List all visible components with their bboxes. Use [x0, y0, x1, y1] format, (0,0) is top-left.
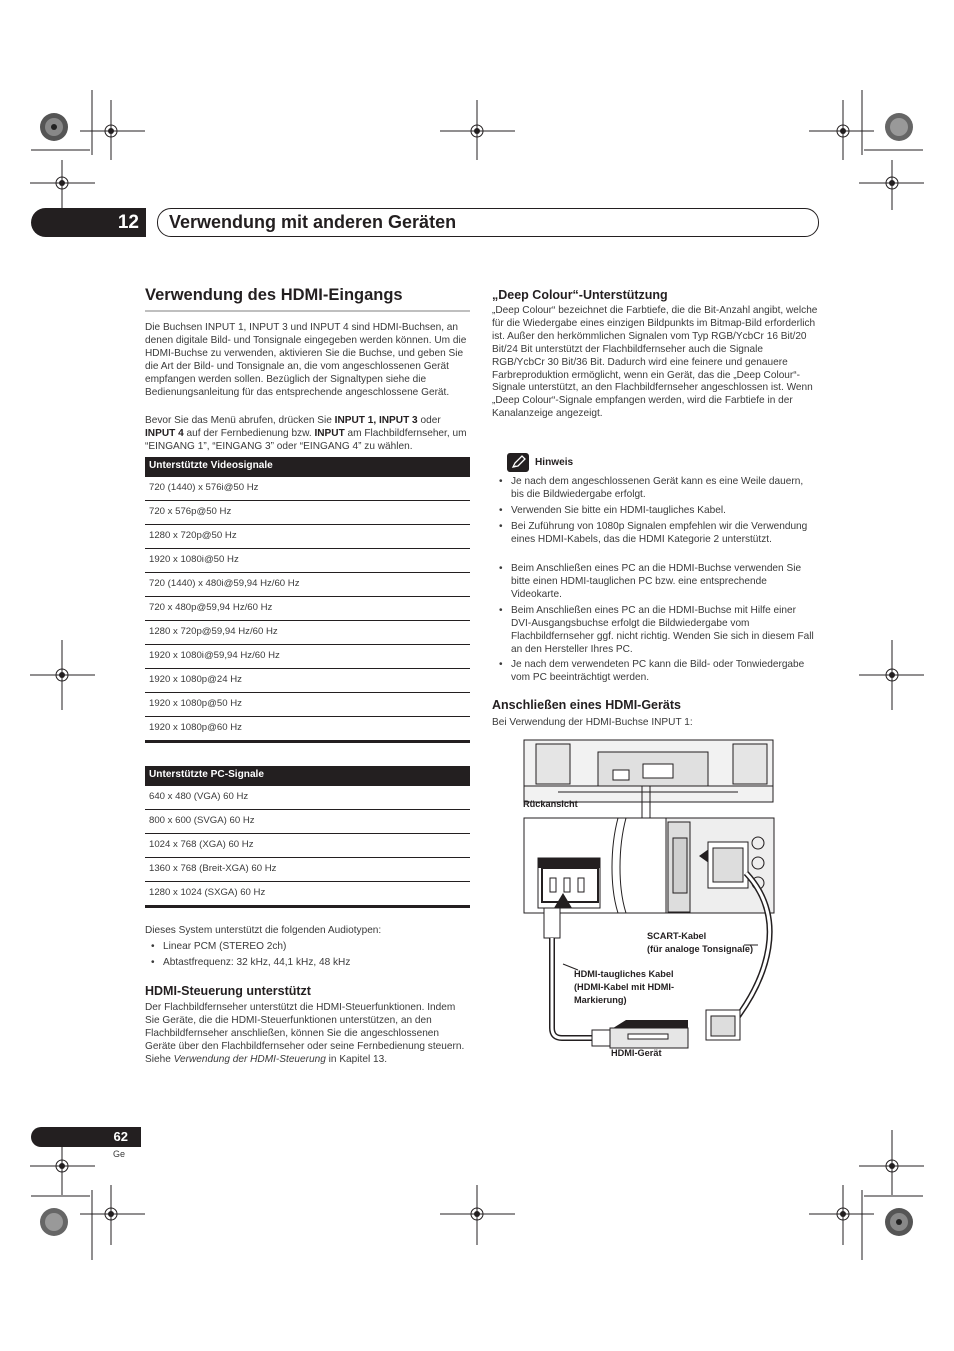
bullet-icon: •	[499, 476, 503, 487]
table-row: 1024 x 768 (XGA) 60 Hz	[145, 834, 470, 858]
hdmi-control-text: Der Flachbildfernseher unterstützt die HDMI-Steuerfunktionen. Indem Sie Geräte, die die HDMI-Steuerfunktionen unterstützen, an den Flachbildfernseher anschließen, können Sie die angeschlossenen Geräte über den Flachbildfernseher oder seine Fernbedienung steuern. Siehe	[145, 1002, 465, 1065]
table-row: 1280 x 720p@59,94 Hz/60 Hz	[145, 621, 470, 645]
video-table-header: Unterstützte Videosignale	[145, 457, 470, 477]
menu-text-4: am Flachbildfernseher, um “EINGANG 1”, “EINGANG 3” oder “EINGANG 4” zu wählen.	[145, 427, 467, 452]
table-row: 800 x 600 (SVGA) 60 Hz	[145, 810, 470, 834]
bullet-icon: •	[151, 957, 155, 968]
page-number: 62	[113, 1129, 128, 1144]
table-row: 1920 x 1080i@59,94 Hz/60 Hz	[145, 645, 470, 669]
deep-colour-paragraph: „Deep Colour“ bezeichnet die Farbtiefe, die die Bit-Anzahl angibt, welche für die Wiedergabe eines einzigen Bildpunkts im Bitmap-Bild erforderlich ist. Außer den herkömmlichen Signalen vom Typ RGB/YcbCr 16 Bit/20 Bit/24 Bit unterstützt der Flachbildfernseher auch die Signale RGB/YcbCr 30 Bit/36 Bit. Dadurch wird eine feinere und genauere Farbreproduktion ermöglicht, wenn ein Gerät, das die „Deep Colour“-Signale unterstützt, an den Flachbildfernseher angeschlossen ist. Wenn „Deep Colour“-Signale empfangen werden, wird die Farbtiefe in der Kanalanzeige angezeigt.	[492, 305, 818, 420]
table-row: 1920 x 1080p@60 Hz	[149, 722, 242, 733]
hdmi-cable-label-2: (HDMI-Kabel mit HDMI-	[574, 982, 675, 992]
table-row: 1360 x 768 (Breit-XGA) 60 Hz	[145, 858, 470, 882]
pc-signals-table	[145, 766, 470, 908]
note-text: Beim Anschließen eines PC an die HDMI-Buchse verwenden Sie bitte einen HDMI-tauglichen PC bzw. eine entsprechende Videokarte.	[511, 563, 802, 600]
table-row: 720 (1440) x 480i@59,94 Hz/60 Hz	[145, 573, 470, 597]
video-signals-table	[145, 457, 470, 743]
table-row: 1920 x 1080i@50 Hz	[145, 549, 470, 573]
connect-title: Anschließen eines HDMI-Geräts	[492, 698, 681, 712]
intro-paragraph: Die Buchsen INPUT 1, INPUT 3 und INPUT 4 sind HDMI-Buchsen, an denen digitale Bild- und Tonsignale eingegeben werden können. Um die HDMI-Buchse zu verwenden, aktivieren Sie die Buchse, und geben Sie die Art der Bild- und Tonsignale an, die vom angeschlossenen Gerät empfangen werden sollen. Bezüglich der Signaltypen siehe die Bedienungsanleitung für das entsprechende angeschlossene Gerät.	[145, 322, 467, 398]
menu-instruction	[145, 415, 470, 454]
list-item	[151, 957, 351, 970]
list-item	[151, 941, 287, 954]
table-row: 1280 x 1024 (SXGA) 60 Hz	[149, 887, 266, 898]
deep-colour-title: „Deep Colour“-Unterstützung	[492, 288, 668, 302]
menu-text-2: oder	[417, 415, 441, 426]
table-row: 720 x 576p@50 Hz	[145, 501, 470, 525]
note-text: Verwenden Sie bitte ein HDMI-taugliches Kabel.	[511, 505, 726, 516]
note-text: Beim Anschließen eines PC an die HDMI-Buchse mit Hilfe einer DVI-Ausgangsbuchse erfolgt die Bildwiedergabe vom Flachbildfernseher ggf. nicht richtig. Wenden Sie sich in diesem Fall an den Hersteller Ihres PC.	[511, 605, 814, 655]
menu-text-1: Bevor Sie das Menü abrufen, drücken Sie	[145, 415, 335, 426]
note-item	[499, 659, 816, 685]
audio-item-text: Linear PCM (STEREO 2ch)	[163, 941, 287, 952]
note-item	[499, 563, 816, 602]
bullet-icon: •	[499, 563, 503, 574]
menu-text-3: auf der Fernbedienung bzw.	[183, 427, 315, 439]
bullet-icon: •	[499, 521, 503, 532]
page-number-badge	[31, 1127, 141, 1147]
note-title: Hinweis	[535, 457, 574, 468]
chapter-title-box	[157, 208, 819, 237]
menu-key-3: INPUT	[314, 427, 345, 439]
menu-key-2: INPUT 4	[145, 427, 184, 439]
connect-text: Bei Verwendung der HDMI-Buchse INPUT 1:	[492, 717, 693, 728]
table-end-rule	[145, 905, 470, 908]
note-item	[499, 505, 816, 518]
note-text: Je nach dem verwendeten PC kann die Bild- oder Tonwiedergabe vom PC beeinträchtigt werden.	[511, 659, 805, 683]
note-item	[499, 521, 816, 547]
bullet-icon: •	[499, 605, 503, 616]
table-row: 1920 x 1080p@50 Hz	[145, 693, 470, 717]
pc-table-header: Unterstützte PC-Signale	[145, 766, 470, 786]
chapter-title: Verwendung mit anderen Geräten	[169, 212, 457, 232]
hdmi-control-end: in Kapitel 13.	[325, 1053, 388, 1065]
note-text: Bei Zuführung von 1080p Signalen empfehlen wir die Verwendung eines HDMI-Kabels, das die HDMI Kategorie 2 unterstützt.	[511, 521, 808, 545]
table-row: 640 x 480 (VGA) 60 Hz	[145, 786, 470, 810]
connection-diagram	[518, 738, 778, 1068]
table-row: 720 x 480p@59,94 Hz/60 Hz	[145, 597, 470, 621]
chapter-number: 12	[117, 212, 139, 233]
bullet-icon: •	[499, 505, 503, 516]
note-icon	[507, 453, 529, 472]
pencil-icon	[507, 453, 529, 472]
menu-key-1: INPUT 1, INPUT 3	[334, 415, 418, 426]
hdmi-control-paragraph	[145, 1002, 470, 1067]
bullet-icon: •	[151, 941, 155, 952]
table-end-rule	[145, 740, 470, 743]
table-row: 720 (1440) x 576i@50 Hz	[145, 477, 470, 501]
chapter-header	[31, 208, 818, 237]
note-item	[499, 476, 816, 502]
section-title: Verwendung des HDMI-Eingangs	[145, 286, 403, 304]
table-row: 1920 x 1080p@24 Hz	[145, 669, 470, 693]
scart-label-1: SCART-Kabel	[647, 931, 707, 941]
note-item	[499, 605, 816, 657]
hdmi-cable-label-1: HDMI-taugliches Kabel	[574, 969, 674, 979]
hdmi-cable-label-3: Markierung)	[574, 995, 627, 1005]
chapter-number-badge	[31, 208, 146, 237]
audio-item-text: Abtastfrequenz: 32 kHz, 44,1 kHz, 48 kHz	[163, 957, 351, 968]
language-code: Ge	[113, 1149, 126, 1159]
hdmi-control-reference: Verwendung der HDMI-Steuerung	[173, 1053, 326, 1065]
audio-intro: Dieses System unterstützt die folgenden Audiotypen:	[145, 925, 382, 936]
scart-label-2: (für analoge Tonsignale)	[647, 944, 754, 954]
hdmi-device-label: HDMI-Gerät	[611, 1048, 662, 1058]
bullet-icon: •	[499, 659, 503, 670]
note-text: Je nach dem angeschlossenen Gerät kann es eine Weile dauern, bis die Bildwiedergabe erfolgt.	[511, 476, 804, 500]
table-row: 1280 x 720p@50 Hz	[145, 525, 470, 549]
section-rule	[145, 310, 470, 312]
rear-view-label: Rückansicht	[523, 799, 578, 809]
hdmi-control-title: HDMI-Steuerung unterstützt	[145, 984, 311, 998]
